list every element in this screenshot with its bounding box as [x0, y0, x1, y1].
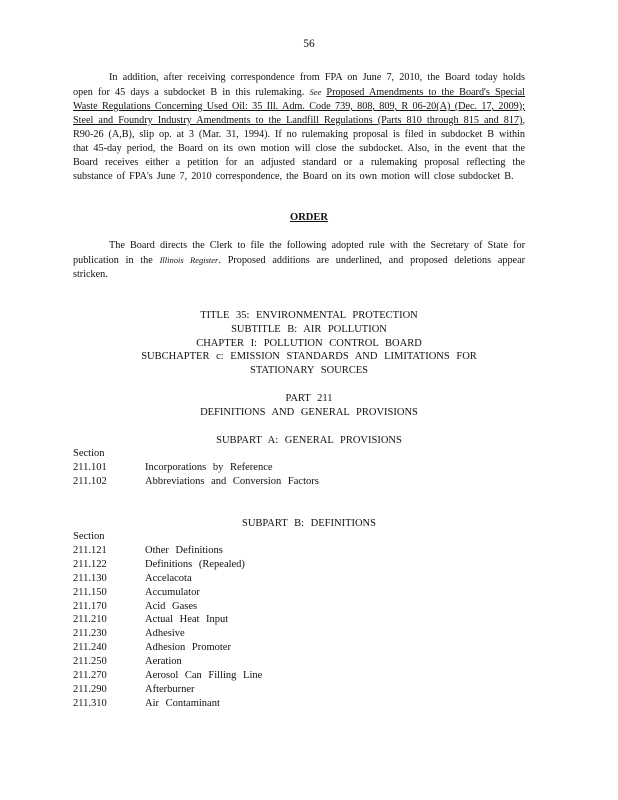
section-row	[73, 545, 262, 559]
case-citation: Proposed Amendments to the Board's Special Waste Regulations Concerning Used Oil: 35 Ill. Adm. Code 739, 808, 809, R 06-20(A) (Dec. 17, 2009); Steel and Foundry Industry Amendments to the Landfill Regulations (Parts 810 through 815 and 817)	[73, 87, 526, 126]
subchapter-heading-cont: STATIONARY SOURCES	[250, 365, 368, 376]
subpart-b-section-label: Section	[73, 531, 105, 542]
section-number: 211.250	[73, 656, 107, 668]
see-signal: See	[309, 87, 322, 97]
section-number: 211.150	[73, 586, 107, 598]
section-number: 211.121	[73, 545, 107, 556]
section-row	[73, 587, 262, 601]
section-number: 211.101	[73, 462, 107, 473]
section-number: 211.310	[73, 697, 107, 709]
subchapter-heading: SUBCHAPTER c: EMISSION STANDARDS AND LIMITATIONS FOR	[141, 351, 477, 362]
paragraph-directive	[73, 239, 525, 282]
section-title: Incorporations by Reference	[145, 462, 273, 473]
section-title: Accelacota	[145, 572, 192, 584]
subpart-b-title: SUBPART B: DEFINITIONS	[242, 518, 376, 529]
section-title: Abbreviations and Conversion Factors	[145, 475, 319, 487]
section-number: 211.230	[73, 628, 107, 640]
section-title: Other Definitions	[145, 545, 223, 556]
part-title: DEFINITIONS AND GENERAL PROVISIONS	[200, 407, 418, 418]
register-name: Illinois Register	[159, 255, 219, 265]
subpart-a-title: SUBPART A: GENERAL PROVISIONS	[216, 435, 402, 446]
section-number: 211.240	[73, 642, 107, 654]
section-row	[73, 559, 262, 573]
subpart-a-section-label: Section	[73, 448, 105, 459]
section-number: 211.290	[73, 683, 107, 695]
section-title: Adhesive	[145, 628, 185, 640]
section-row	[73, 614, 262, 628]
section-title: Aeration	[145, 656, 182, 668]
subpart-a-section-list	[73, 462, 319, 490]
section-number: 211.130	[73, 572, 107, 584]
para1-text-a: In addition, after receiving correspondence from FPA on June 7, 2010, the Board today holds open for 45 days a subdocket B in this rulemaking.	[73, 72, 525, 98]
section-row	[73, 601, 262, 615]
section-number: 211.170	[73, 600, 107, 612]
section-title: Acid Gases	[145, 600, 198, 612]
section-number: 211.122	[73, 558, 107, 570]
section-row	[73, 684, 262, 698]
section-title: Actual Heat Input	[145, 614, 229, 626]
title-heading: TITLE 35: ENVIRONMENTAL PROTECTION	[200, 310, 418, 321]
section-row	[73, 462, 319, 476]
section-row	[73, 642, 262, 656]
section-title: Air Contaminant	[145, 697, 220, 709]
section-row	[73, 476, 319, 490]
chapter-heading: CHAPTER I: POLLUTION CONTROL BOARD	[196, 338, 422, 349]
subpart-b-section-list	[73, 545, 262, 712]
order-heading: ORDER	[290, 212, 328, 223]
section-row	[73, 670, 262, 684]
section-title: Aerosol Can Filling Line	[145, 670, 263, 682]
para2-text-a: The Board directs the Clerk to file the following adopted rule with the Secretary of State for publication in the	[73, 240, 525, 266]
para1-text-c: , R90-26 (A,B), slip op. at 3 (Mar. 31, 1994). If no rulemaking proposal is filed in subdocket B within that 45-day period, the Board on its own motion will close the subdocket. Also, in the event that the Board receives either a petition for an adjusted standard or a rulemaking proposal reflecting the substance of FPA's June 7, 2010 correspondence, the Board on its own motion will close subdocket B.	[73, 115, 525, 182]
section-number: 211.102	[73, 475, 107, 487]
section-title: Definitions (Repealed)	[145, 558, 245, 570]
section-row	[73, 698, 262, 712]
section-title: Adhesion Promoter	[145, 642, 231, 654]
section-number: 211.210	[73, 614, 107, 626]
subtitle-heading: SUBTITLE B: AIR POLLUTION	[231, 324, 387, 335]
section-row	[73, 573, 262, 587]
section-title: Accumulator	[145, 586, 200, 598]
part-heading: PART 211	[285, 393, 333, 404]
section-row	[73, 628, 262, 642]
section-title: Afterburner	[145, 683, 195, 695]
section-number: 211.270	[73, 670, 107, 682]
paragraph-subdocket	[73, 71, 525, 184]
para2-text-b: . Proposed additions are underlined, and proposed deletions appear stricken.	[73, 255, 525, 280]
page-number: 56	[303, 38, 315, 50]
section-row	[73, 656, 262, 670]
